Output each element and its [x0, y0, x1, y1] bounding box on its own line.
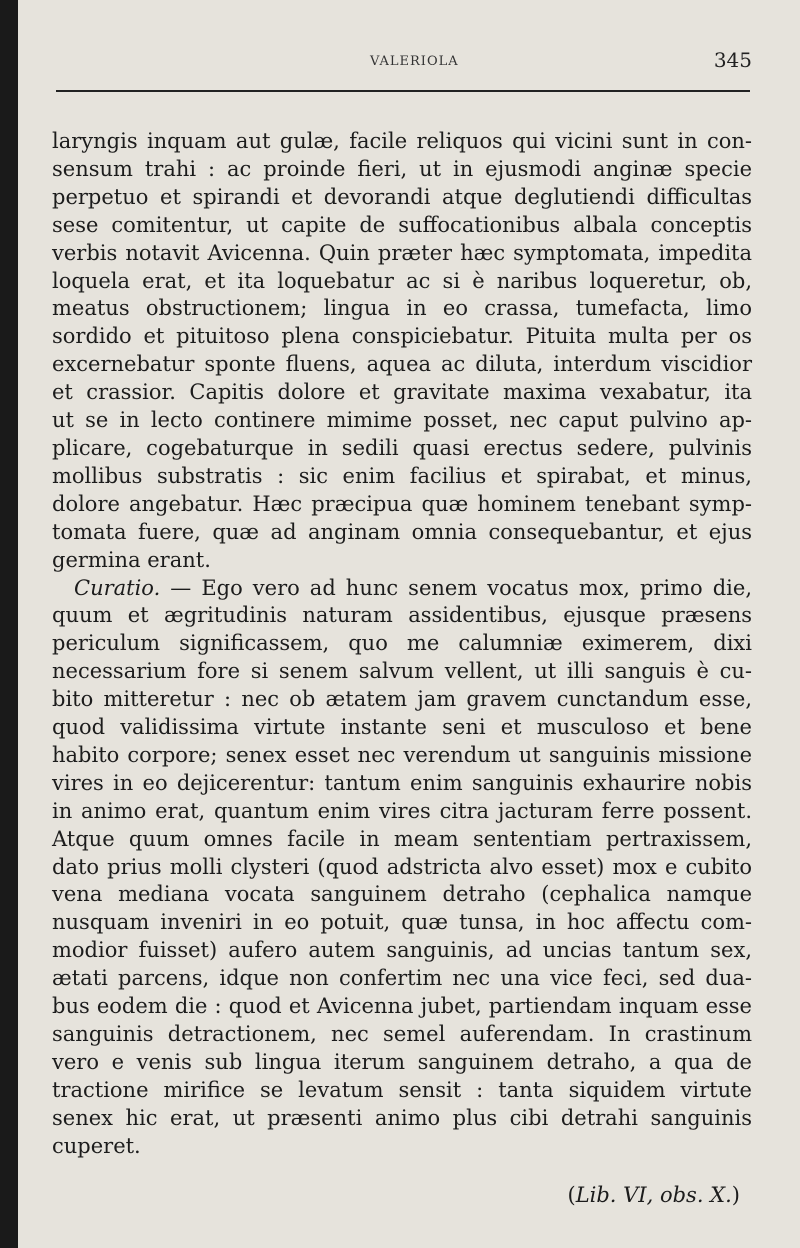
text-line: germina erant.	[52, 547, 211, 572]
text-line: excernebatur sponte fluens, aquea ac diluta, interdum viscidior	[52, 352, 752, 377]
text-line: senex hic erat, ut præsenti animo plus cibi detrahi sanguinis	[52, 1105, 752, 1130]
text-line: plicare, cogebaturque in sedili quasi erectus sedere, pulvinis	[52, 435, 752, 460]
text-line: loquela erat, et ita loquebatur ac si è naribus loqueretur, ob,	[52, 268, 752, 293]
text-line: dolore angebatur. Hæc præcipua quæ hominem tenebant symp-	[52, 491, 752, 516]
text-line: laryngis inquam aut gulæ, facile reliquos qui vicini sunt in con-	[52, 129, 752, 153]
text-line: perpetuo et spirandi et devorandi atque deglutiendi difficultas	[52, 184, 752, 209]
text-line: sanguinis detractionem, nec semel auferendam. In crastinum	[52, 1022, 752, 1046]
text-line: nusquam inveniri in eo potuit, quæ tunsa, in hoc affectu com-	[52, 910, 752, 935]
text-line: vena mediana vocata sanguinem detraho (cephalica namque	[52, 882, 752, 907]
text-line: necessarium fore si senem salvum vellent, ut illi sanguis è cu-	[52, 659, 752, 684]
text-line: quum et ægritudinis naturam assidentibus, ejusque præsens	[52, 603, 752, 628]
text-line: cuperet.	[52, 1133, 141, 1158]
first-line-text: — Ego vero ad hunc senem vocatus mox, primo die,	[160, 575, 752, 600]
text-line: bus eodem die : quod et Avicenna jubet, partiendam inquam esse	[52, 994, 752, 1019]
text-line: et crassior. Capitis dolore et gravitate maxima vexabatur, ita	[52, 380, 752, 405]
text-line: in animo erat, quantum enim vires citra jacturam ferre possent.	[52, 798, 752, 823]
text-line: ætati parcens, idque non confertim nec una vice feci, sed dua-	[52, 966, 752, 991]
body-text	[52, 128, 752, 1161]
text-line: mollibus substratis : sic enim facilius et spirabat, et minus,	[52, 463, 752, 488]
text-line: bito mitteretur : nec ob ætatem jam gravem cunctandum esse,	[52, 687, 752, 712]
page-header	[52, 48, 752, 78]
book-page	[18, 0, 800, 1248]
citation-open-paren: (	[567, 1183, 576, 1207]
text-line: dato prius molli clysteri (quod adstricta alvo esset) mox e cubito	[52, 854, 752, 879]
citation-close-paren: )	[731, 1183, 740, 1207]
page-number: 345	[713, 48, 752, 72]
paragraph-symptoms	[52, 128, 752, 575]
text-line: sordido et pituitoso plena conspiciebatur. Pituita multa per os	[52, 324, 752, 349]
text-line: ut se in lecto continere mimime posset, nec caput pulvino ap-	[52, 408, 752, 433]
text-line: meatus obstructionem; lingua in eo crassa, tumefacta, limo	[52, 296, 752, 321]
text-line: sensum trahi : ac proinde fieri, ut in ejusmodi anginæ specie	[52, 156, 752, 181]
text-line: tomata fuere, quæ ad anginam omnia consequebantur, et ejus	[52, 519, 752, 544]
text-line: periculum significassem, quo me calumniæ eximerem, dixi	[52, 631, 752, 656]
text-line: habito corpore; senex esset nec verendum ut sanguinis missione	[52, 742, 752, 767]
text-line	[52, 575, 752, 603]
text-line: Atque quum omnes facile in meam sententiam pertraxissem,	[52, 826, 752, 851]
text-line: vires in eo dejicerentur: tantum enim sanguinis exhaurire nobis	[52, 770, 752, 795]
paragraph-curatio	[52, 575, 752, 1161]
text-line: verbis notavit Avicenna. Quin præter hæc symptomata, impedita	[52, 240, 752, 265]
text-line: modior fuisset) aufero autem sanguinis, ad uncias tantum sex,	[52, 938, 752, 963]
citation-text: Lib. VI, obs. X.	[575, 1183, 732, 1207]
header-rule	[56, 90, 750, 92]
text-line: sese comitentur, ut capite de suffocationibus albala conceptis	[52, 212, 752, 237]
citation	[520, 1183, 740, 1207]
text-line: quod validissima virtute instante seni et musculoso et bene	[52, 715, 752, 740]
section-heading-curatio: Curatio.	[74, 575, 161, 600]
running-title: VALERIOLA	[370, 54, 459, 69]
text-line: tractione mirifice se levatum sensit : tanta siquidem virtute	[52, 1077, 752, 1102]
text-line: vero e venis sub lingua iterum sanguinem detraho, a qua de	[52, 1049, 752, 1074]
